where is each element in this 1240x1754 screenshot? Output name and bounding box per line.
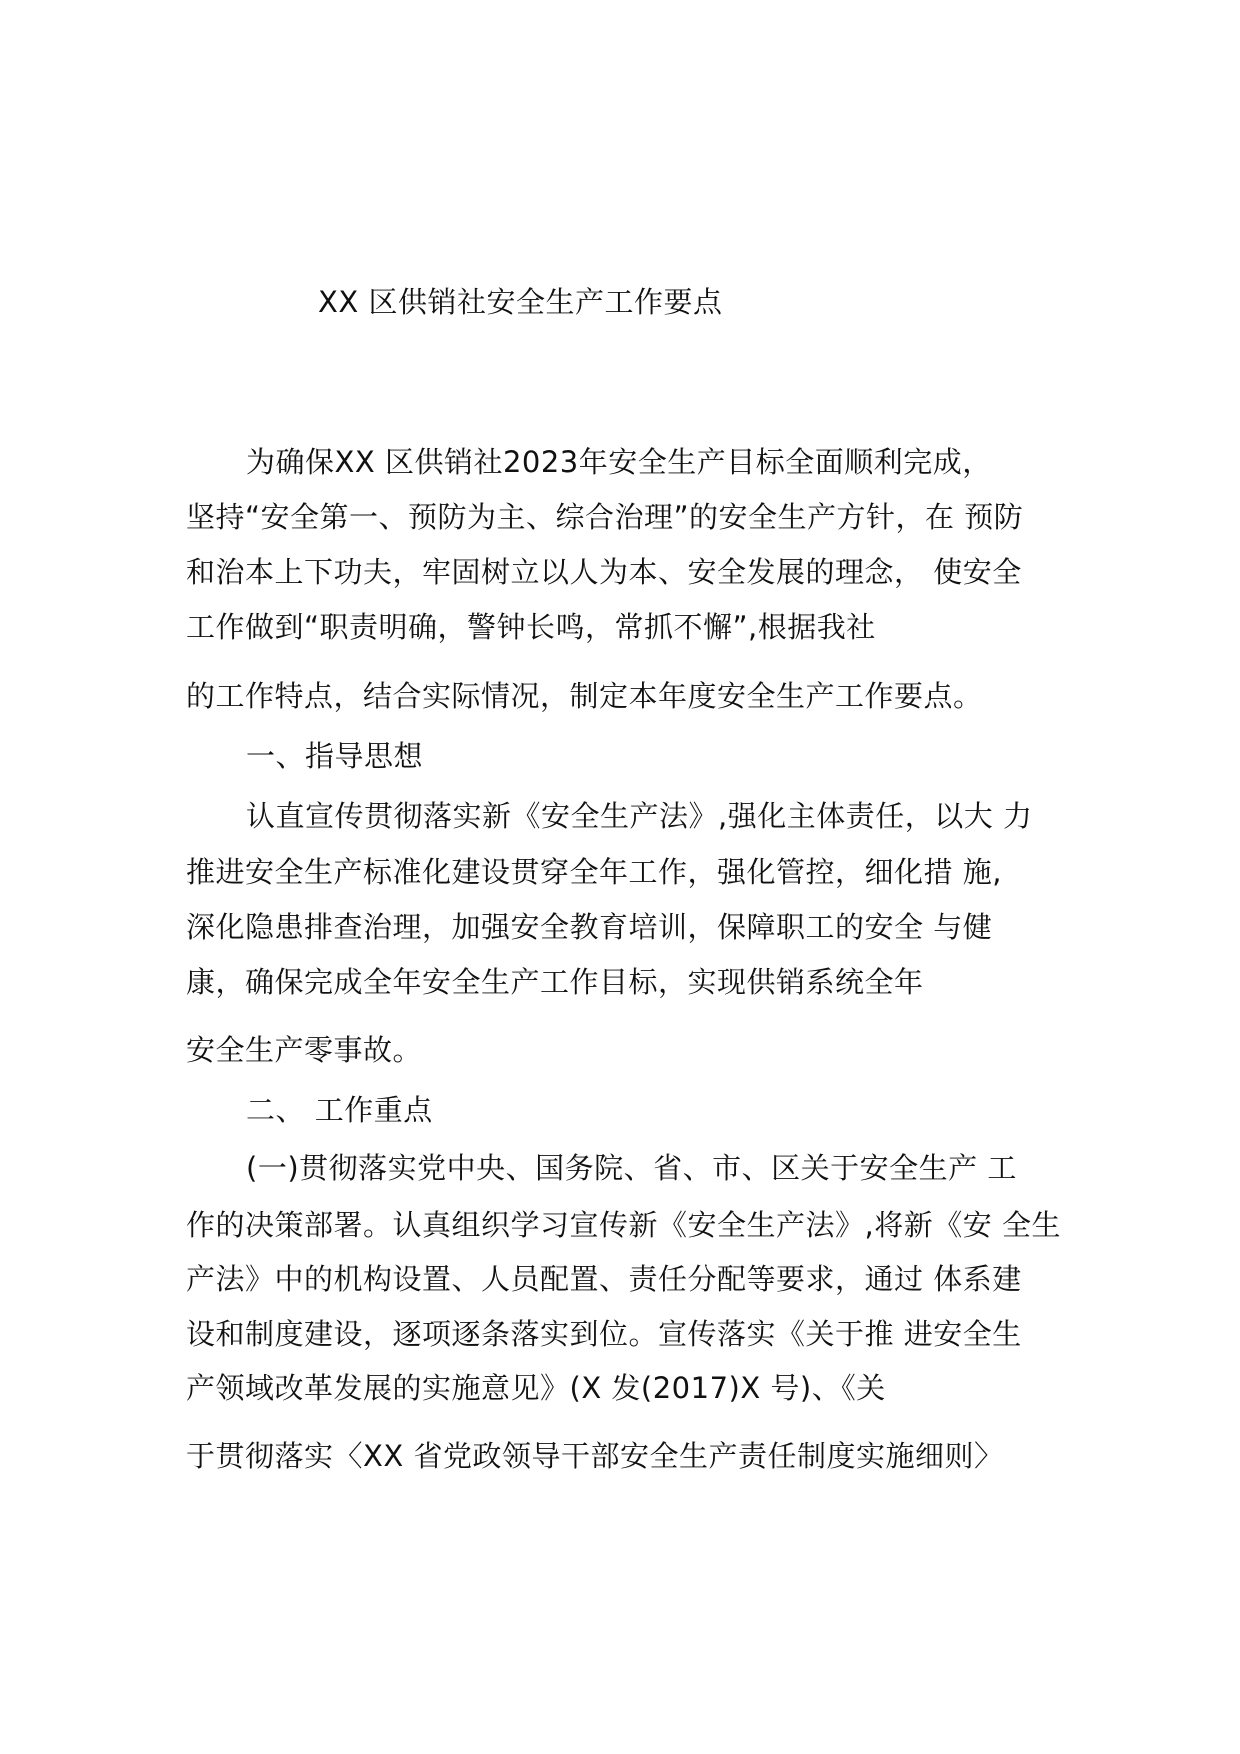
document-title: XX 区供销社安全生产工作要点 — [318, 285, 723, 319]
paragraph-line: 认直宣传贯彻落实新《安全生产法》,强化主体责任，以大 力 — [246, 799, 1033, 833]
section-heading: 一、指导思想 — [246, 739, 424, 773]
paragraph-line: 和治本上下功夫，牢固树立以人为本、安全发展的理念， 使安全 — [186, 555, 1022, 589]
paragraph-line: 产法》中的机构设置、人员配置、责任分配等要求，通过 体系建 — [186, 1262, 1022, 1296]
paragraph-line: (一)贯彻落实党中央、国务院、省、市、区关于安全生产 工 — [246, 1151, 1017, 1185]
paragraph-line: 于贯彻落实〈XX 省党政领导干部安全生产责任制度实施细则〉 — [186, 1439, 1004, 1473]
paragraph-line: 为确保XX 区供销社2023年安全生产目标全面顺利完成， — [246, 445, 992, 479]
paragraph-line: 推进安全生产标准化建设贯穿全年工作，强化管控，细化措 施, — [186, 855, 1002, 889]
paragraph-line: 工作做到“职责明确，警钟长鸣，常抓不懈”,根据我社 — [186, 610, 876, 644]
paragraph-line: 坚持“安全第一、预防为主、综合治理”的安全生产方针，在 预防 — [186, 500, 1024, 534]
paragraph-line: 康，确保完成全年安全生产工作目标，实现供销系统全年 — [186, 965, 924, 999]
paragraph-line: 安全生产零事故。 — [186, 1033, 423, 1067]
paragraph-line: 深化隐患排查治理，加强安全教育培训，保障职工的安全 与健 — [186, 910, 993, 944]
paragraph-line: 设和制度建设，逐项逐条落实到位。宣传落实《关于推 进安全生 — [186, 1317, 1022, 1351]
section-heading: 二、 工作重点 — [246, 1093, 433, 1127]
paragraph-line: 作的决策部署。认真组织学习宣传新《安全生产法》,将新《安 全生 — [186, 1208, 1061, 1242]
paragraph-line: 产领域改革发展的实施意见》(X 发(2017)X 号)、《关 — [186, 1371, 886, 1405]
paragraph-line: 的工作特点，结合实际情况，制定本年度安全生产工作要点。 — [186, 679, 983, 713]
